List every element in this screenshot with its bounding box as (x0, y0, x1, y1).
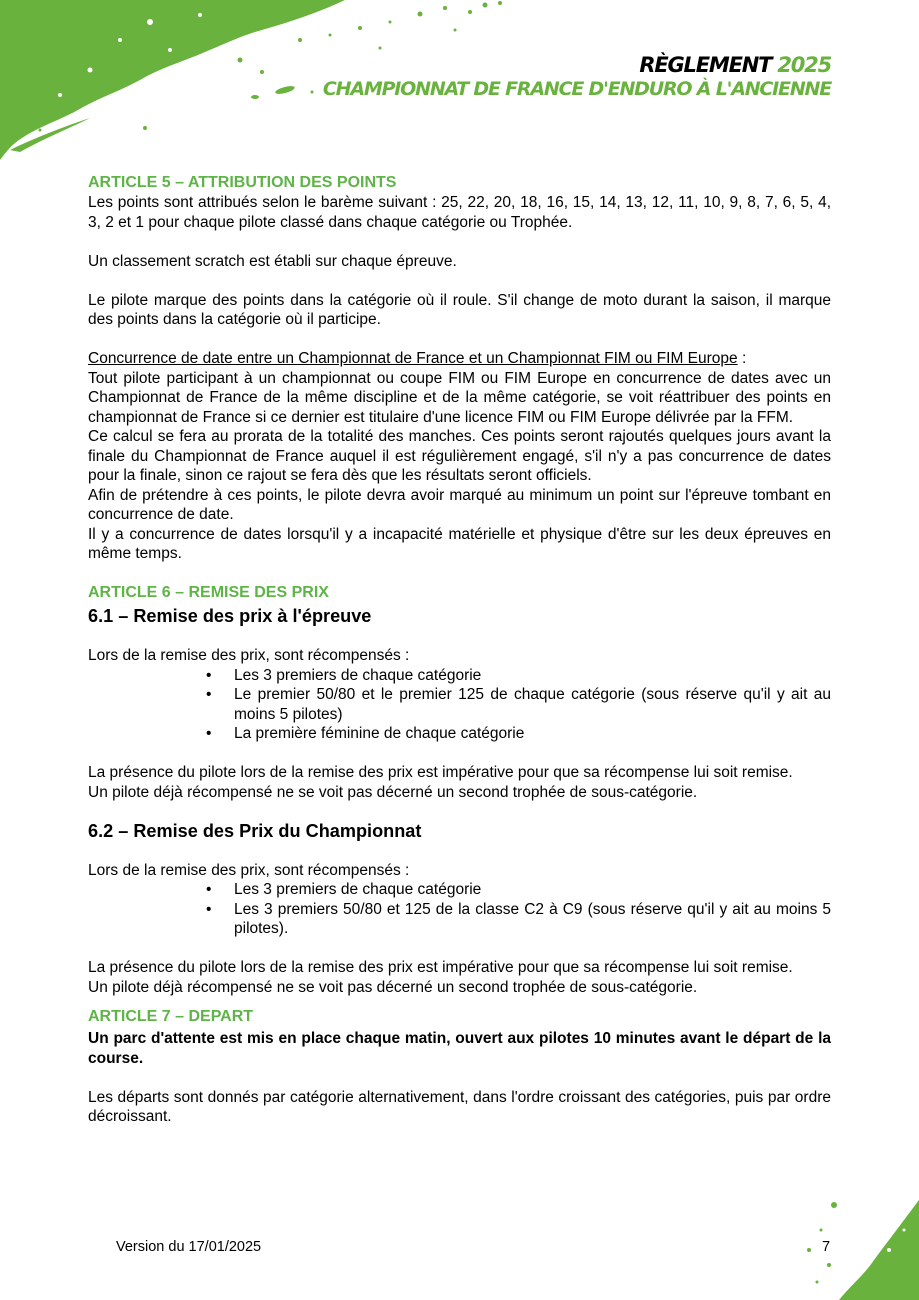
section-6-1-list (88, 666, 831, 744)
section-6-2-intro: Lors de la remise des prix, sont récompensés : (88, 861, 410, 879)
concurrence-title-colon: : (737, 350, 747, 367)
header-title-line1 (323, 53, 831, 77)
article5-paragraph: Un classement scratch est établi sur chaque épreuve. (88, 252, 457, 270)
section-6-1-paragraph: La présence du pilote lors de la remise des prix est impérative pour que sa récompense lui soit remise. (88, 764, 793, 781)
article5-paragraph: Ce calcul se fera au prorata de la totalité des manches. Ces points seront rajoutés quelques jours avant la finale du Championnat de France auquel il est régulièrement engagé, s'il n'y a pas concurrence de dates pour la finale, sinon ce rajout se fera dès que les résultats seront officiels. (88, 428, 831, 484)
header-title-line2: CHAMPIONNAT DE FRANCE D'ENDURO À L'ANCIENNE (322, 78, 831, 100)
page-number: 7 (822, 1239, 831, 1255)
document-header (323, 53, 831, 101)
article5-paragraph: Il y a concurrence de dates lorsqu'il y a incapacité matérielle et physique d'être sur les deux épreuves en même temps. (88, 525, 831, 562)
list-item: • Les 3 premiers 50/80 et 125 de la classe C2 à C9 (sous réserve qu'il y ait au moins 5 pilotes). (206, 900, 831, 939)
footer-version: Version du 17/01/2025 (116, 1239, 262, 1255)
list-item: • Les 3 premiers de chaque catégorie (206, 880, 831, 900)
section-6-2-heading: 6.2 – Remise des Prix du Championnat (88, 820, 422, 841)
section-6-1-heading: 6.1 – Remise des prix à l'épreuve (88, 606, 372, 626)
header-reglement: RÈGLEMENT (639, 53, 772, 77)
article6-heading: ARTICLE 6 – REMISE DES PRIX (88, 584, 329, 601)
list-item: • La première féminine de chaque catégorie (206, 724, 831, 744)
article7-bold-paragraph: Un parc d'attente est mis en place chaque matin, ouvert aux pilotes 10 minutes avant le départ de la course. (88, 1030, 831, 1067)
section-6-2-paragraph: Un pilote déjà récompensé ne se voit pas décerné un second trophée de sous-catégorie. (88, 978, 698, 996)
article5-heading: ARTICLE 5 – ATTRIBUTION DES POINTS (88, 174, 397, 191)
concurrence-title (88, 349, 831, 369)
concurrence-title-text: Concurrence de date entre un Championnat de France et un Championnat FIM ou FIM Europe (88, 350, 738, 367)
section-6-1-paragraph: Un pilote déjà récompensé ne se voit pas décerné un second trophée de sous-catégorie. (88, 783, 698, 801)
header-year: 2025 (777, 53, 831, 77)
article5-paragraph: Le pilote marque des points dans la catégorie où il roule. S'il change de moto durant la saison, il marque des points dans la catégorie où il participe. (88, 291, 831, 328)
section-6-2-list (88, 880, 831, 939)
article5-paragraph: Tout pilote participant à un championnat ou coupe FIM ou FIM Europe en concurrence de dates avec un Championnat de France de la même discipline et de la même catégorie, se voit réattribuer des points en championnat de France si ce dernier est titulaire d'une licence FIM ou FIM Europe délivrée par la FFM. (88, 369, 831, 426)
list-item: • Les 3 premiers de chaque catégorie (206, 666, 831, 686)
list-item: • Le premier 50/80 et le premier 125 de chaque catégorie (sous réserve qu'il y ait au moins 5 pilotes) (206, 685, 831, 724)
section-6-2-paragraph: La présence du pilote lors de la remise des prix est impérative pour que sa récompense lui soit remise. (88, 959, 793, 976)
section-6-1-intro: Lors de la remise des prix, sont récompensés : (88, 647, 410, 664)
article7-paragraph: Les départs sont donnés par catégorie alternativement, dans l'ordre croissant des catégories, puis par ordre décroissant. (88, 1088, 831, 1125)
article5-paragraph: Les points sont attribués selon le barème suivant : 25, 22, 20, 18, 16, 15, 14, 13, 12, 11, 10, 9, 8, 7, 6, 5, 4, 3, 2 et 1 pour chaque pilote classé dans chaque catégorie ou Trophée. (88, 194, 831, 231)
article5-paragraph: Afin de prétendre à ces points, le pilote devra avoir marqué au minimum un point sur l'épreuve tombant en concurrence de date. (88, 486, 831, 523)
page-content (88, 173, 831, 1127)
article7-heading: ARTICLE 7 – DEPART (88, 1008, 254, 1025)
